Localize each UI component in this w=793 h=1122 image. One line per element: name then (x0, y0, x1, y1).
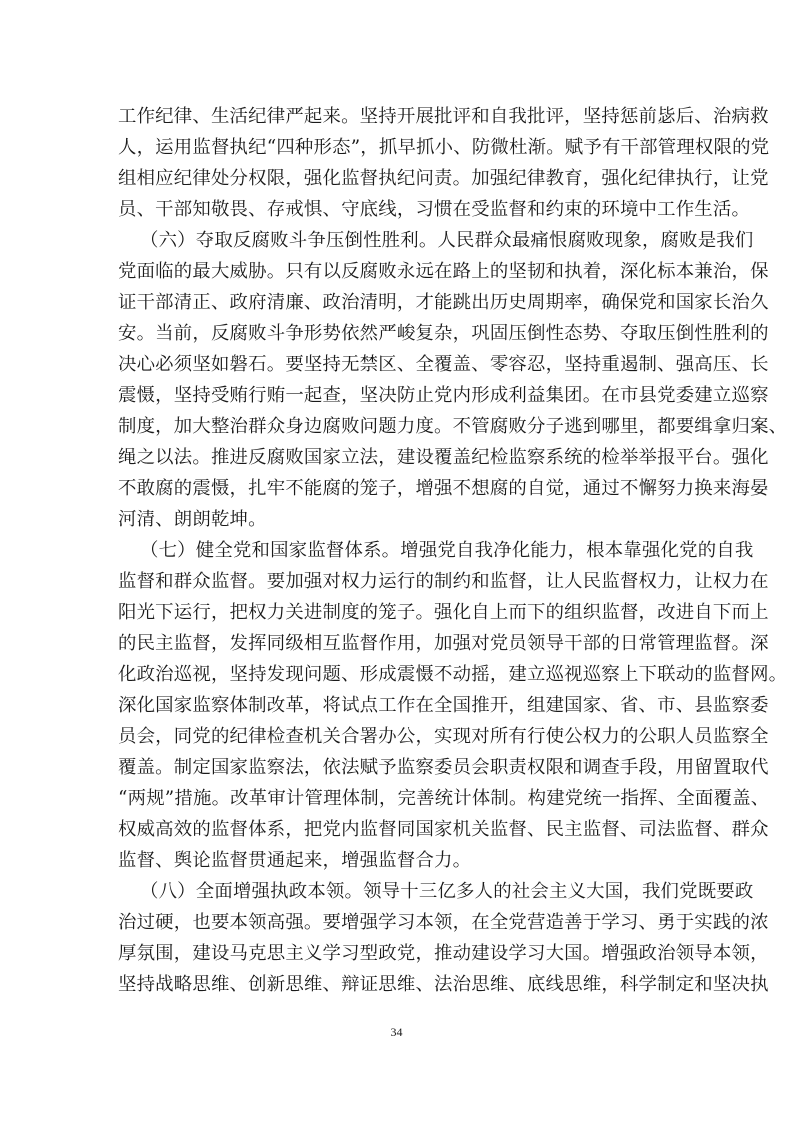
text-line: 河清、朗朗乾坤。 (118, 509, 267, 530)
text-line: 绳之以法。推进反腐败国家立法，建设覆盖纪检监察系统的检举举报平台。强化 (118, 447, 769, 468)
text-line: 制度，加大整治群众身边腐败问题力度。不管腐败分子逃到哪里，都要缉拿归案、 (118, 416, 788, 437)
text-line: 震慑，坚持受贿行贿一起查，坚决防止党内形成利益集团。在市县党委建立巡察 (118, 385, 769, 406)
text-line: 组相应纪律处分权限，强化监督执纪问责。加强纪律教育，强化纪律执行，让党 (118, 168, 769, 189)
text-line: 党面临的最大威胁。只有以反腐败永远在路上的坚韧和执着，深化标本兼治，保 (118, 261, 769, 282)
section-heading-line: （六）夺取反腐败斗争压倒性胜利。人民群众最痛恨腐败现象，腐败是我们 (140, 230, 754, 251)
text-line: 厚氛围，建设马克思主义学习型政党，推动建设学习大国。增强政治领导本领， (118, 943, 769, 964)
text-line: 监督和群众监督。要加强对权力运行的制约和监督，让人民监督权力，让权力在 (118, 571, 769, 592)
text-line: 深化国家监察体制改革，将试点工作在全国推开，组建国家、省、市、县监察委 (118, 695, 769, 716)
text-line: 员、干部知敬畏、存戒惧、守底线，习惯在受监督和约束的环境中工作生活。 (118, 199, 751, 220)
section-heading-line: （七）健全党和国家监督体系。增强党自我净化能力，根本靠强化党的自我 (140, 540, 754, 561)
text-line: 不敢腐的震慑，扎牢不能腐的笼子，增强不想腐的自觉，通过不懈努力换来海晏 (118, 478, 769, 499)
text-line: 权威高效的监督体系，把党内监督同国家机关监督、民主监督、司法监督、群众 (118, 819, 769, 840)
body-text (118, 101, 788, 1000)
text-line: 工作纪律、生活纪律严起来。坚持开展批评和自我批评，坚持惩前毖后、治病救 (118, 106, 769, 127)
text-line: “两规”措施。改革审计管理体制，完善统计体制。构建党统一指挥、全面覆盖、 (118, 788, 770, 809)
text-line: 治过硬，也要本领高强。要增强学习本领，在全党营造善于学习、勇于实践的浓 (118, 912, 769, 933)
section-heading-line: （八）全面增强执政本领。领导十三亿多人的社会主义大国，我们党既要政 (140, 881, 754, 902)
page-number: 34 (390, 1025, 403, 1039)
text-line: 化政治巡视，坚持发现问题、形成震慑不动摇，建立巡视巡察上下联动的监督网。 (118, 664, 788, 685)
text-line: 坚持战略思维、创新思维、辩证思维、法治思维、底线思维，科学制定和坚决执 (118, 974, 769, 995)
text-line: 监督、舆论监督贯通起来，增强监督合力。 (118, 850, 472, 871)
text-line: 人，运用监督执纪“四种形态”，抓早抓小、防微杜渐。赋予有干部管理权限的党 (118, 137, 770, 158)
text-line: 覆盖。制定国家监察法，依法赋予监察委员会职责权限和调查手段，用留置取代 (118, 757, 769, 778)
text-line: 阳光下运行，把权力关进制度的笼子。强化自上而下的组织监督，改进自下而上 (118, 602, 769, 623)
text-line: 决心必须坚如磐石。要坚持无禁区、全覆盖、零容忍，坚持重遏制、强高压、长 (118, 354, 769, 375)
text-line: 安。当前，反腐败斗争形势依然严峻复杂，巩固压倒性态势、夺取压倒性胜利的 (118, 323, 769, 344)
text-line: 员会，同党的纪律检查机关合署办公，实现对所有行使公权力的公职人员监察全 (118, 726, 769, 747)
text-line: 证干部清正、政府清廉、政治清明，才能跳出历史周期率，确保党和国家长治久 (118, 292, 769, 313)
text-line: 的民主监督，发挥同级相互监督作用，加强对党员领导干部的日常管理监督。深 (118, 633, 769, 654)
